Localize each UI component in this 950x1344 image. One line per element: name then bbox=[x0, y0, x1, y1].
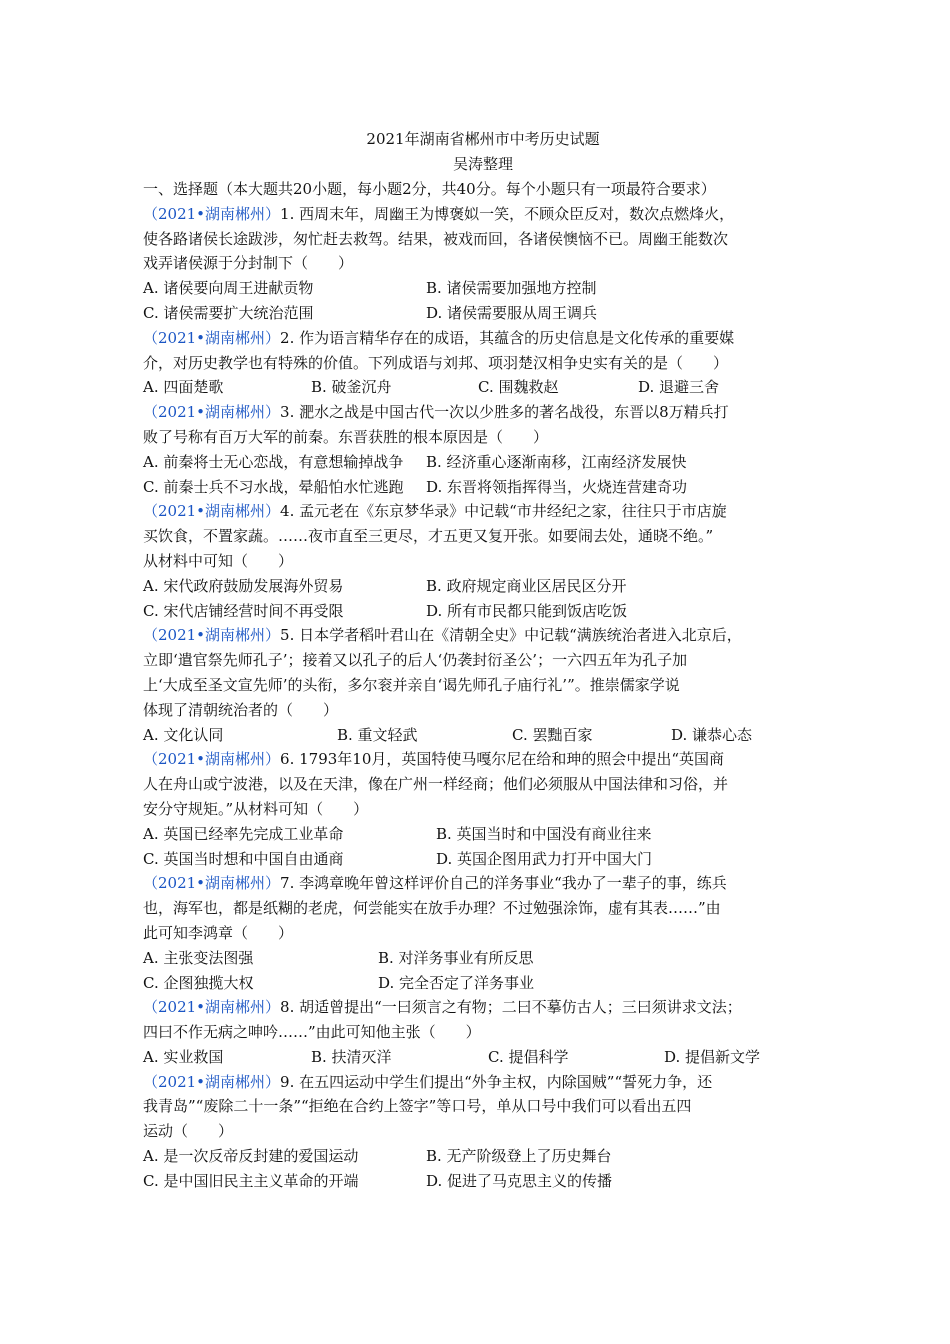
answer-option: D. 英国企图用武力打开中国大门 bbox=[436, 849, 653, 868]
answer-option: C. 围魏救赵 bbox=[478, 378, 559, 397]
question-text: 介，对历史教学也有特殊的价值。下列成语与刘邦、项羽楚汉相争史实有关的是（ ） bbox=[143, 353, 729, 372]
answer-option: B. 经济重心逐渐南移，江南经济发展快 bbox=[426, 452, 687, 471]
answer-option: D. 完全否定了洋务事业 bbox=[378, 973, 535, 992]
question-text: 我青岛”“废除二十一条”“拒绝在合约上签字”等口号，单从口号中我们可以看出五四 bbox=[143, 1097, 692, 1116]
question-text: 2. 作为语言精华存在的成语，其蕴含的历史信息是文化传承的重要媒 bbox=[280, 328, 735, 347]
answer-option: D. 所有市民都只能到饭店吃饭 bbox=[426, 601, 628, 620]
question-line bbox=[143, 772, 823, 797]
answer-option: A. 前秦将士无心恋战，有意想输掉战争 bbox=[143, 452, 404, 471]
option-row bbox=[143, 574, 823, 599]
answer-option: B. 诸侯需要加强地方控制 bbox=[426, 279, 597, 298]
answer-option: B. 重文轻武 bbox=[337, 725, 418, 744]
answer-option: C. 提倡科学 bbox=[488, 1047, 569, 1066]
question-line bbox=[143, 351, 823, 376]
option-row bbox=[143, 822, 823, 847]
answer-option: A. 诸侯要向周王进献贡物 bbox=[143, 279, 314, 298]
option-row bbox=[143, 723, 823, 748]
question-line bbox=[143, 797, 823, 822]
option-row bbox=[143, 847, 823, 872]
question-text: 9. 在五四运动中学生们提出“外争主权，内除国贼”“誓死力争，还 bbox=[280, 1072, 713, 1091]
source-tag: （2021•湖南郴州） bbox=[143, 204, 281, 223]
question-text: 也，海军也，都是纸糊的老虎，何尝能实在放手办理？不过勉强涂饰，虚有其表……”由 bbox=[143, 899, 721, 918]
answer-option: D. 提倡新文学 bbox=[664, 1047, 761, 1066]
source-tag: （2021•湖南郴州） bbox=[143, 750, 281, 769]
answer-option: B. 无产阶级登上了历史舞台 bbox=[426, 1147, 612, 1166]
question-line bbox=[143, 921, 823, 946]
option-row bbox=[143, 1144, 823, 1169]
question-text: 6. 1793年10月，英国特使马嘎尔尼在给和珅的照会中提出“英国商 bbox=[280, 750, 725, 769]
question-line bbox=[143, 747, 823, 772]
question-line bbox=[143, 1119, 823, 1144]
answer-option: A. 宋代政府鼓励发展海外贸易 bbox=[143, 576, 344, 595]
option-row bbox=[143, 1045, 823, 1070]
answer-option: C. 前秦士兵不习水战，晕船怕水忙逃跑 bbox=[143, 477, 404, 496]
answer-option: B. 英国当时和中国没有商业往来 bbox=[436, 824, 652, 843]
answer-option: D. 东晋将领指挥得当，火烧连营建奇功 bbox=[426, 477, 688, 496]
section-heading: 一、选择题（本大题共20小题，每小题2分，共40分。每个小题只有一项最符合要求） bbox=[143, 180, 716, 198]
question-1 bbox=[143, 202, 823, 326]
question-text: 从材料中可知（ ） bbox=[143, 551, 294, 570]
question-text: 买饮食，不置家蔬。……夜市直至三更尽，才五更又复开张。如要闹去处，通晓不绝。” bbox=[143, 527, 714, 546]
answer-option: B. 政府规定商业区居民区分开 bbox=[426, 576, 627, 595]
question-8 bbox=[143, 995, 823, 1069]
question-9 bbox=[143, 1070, 823, 1194]
option-row bbox=[143, 599, 823, 624]
question-line bbox=[143, 995, 823, 1020]
question-4 bbox=[143, 499, 823, 623]
answer-option: A. 四面楚歌 bbox=[143, 378, 224, 397]
answer-option: C. 宋代店铺经营时间不再受限 bbox=[143, 601, 344, 620]
answer-option: A. 文化认同 bbox=[143, 725, 224, 744]
question-3 bbox=[143, 400, 823, 499]
question-text: 1. 西周末年，周幽王为博褒姒一笑，不顾众臣反对，数次点燃烽火， bbox=[280, 204, 735, 223]
question-text: 此可知李鸿章（ ） bbox=[143, 923, 294, 942]
question-line bbox=[143, 1020, 823, 1045]
answer-option: D. 谦恭心态 bbox=[671, 725, 753, 744]
question-text: 败了号称有百万大军的前秦。东晋获胜的根本原因是（ ） bbox=[143, 427, 549, 446]
question-line bbox=[143, 202, 823, 227]
answer-option: D. 诸侯需要服从周王调兵 bbox=[426, 303, 598, 322]
question-line bbox=[143, 425, 823, 450]
question-line bbox=[143, 673, 823, 698]
answer-option: C. 英国当时想和中国自由通商 bbox=[143, 849, 344, 868]
option-row bbox=[143, 450, 823, 475]
question-text: 戏弄诸侯源于分封制下（ ） bbox=[143, 254, 354, 273]
question-text: 8. 胡适曾提出“一曰须言之有物；二曰不摹仿古人；三曰须讲求文法； bbox=[280, 998, 742, 1017]
exam-page bbox=[143, 127, 823, 1194]
source-tag: （2021•湖南郴州） bbox=[143, 998, 281, 1017]
question-text: 安分守规矩。”从材料可知（ ） bbox=[143, 799, 369, 818]
question-line bbox=[143, 251, 823, 276]
question-line bbox=[143, 623, 823, 648]
question-text: 上‘大成至圣文宣先师’的头衔，多尔衮并亲自‘谒先师孔子庙行礼’”。推崇儒家学说 bbox=[143, 675, 680, 694]
question-line bbox=[143, 499, 823, 524]
answer-option: C. 诸侯需要扩大统治范围 bbox=[143, 303, 314, 322]
answer-option: B. 破釜沉舟 bbox=[311, 378, 392, 397]
question-list bbox=[143, 202, 823, 1194]
option-row bbox=[143, 301, 823, 326]
question-line bbox=[143, 549, 823, 574]
page-title: 2021年湖南省郴州市中考历史试题 bbox=[366, 130, 600, 148]
question-text: 7. 李鸿章晚年曾这样评价自己的洋务事业“我办了一辈子的事，练兵 bbox=[280, 874, 727, 893]
question-line bbox=[143, 698, 823, 723]
question-line bbox=[143, 1094, 823, 1119]
option-row bbox=[143, 946, 823, 971]
source-tag: （2021•湖南郴州） bbox=[143, 502, 281, 521]
question-line bbox=[143, 871, 823, 896]
source-tag: （2021•湖南郴州） bbox=[143, 328, 281, 347]
question-text: 4. 孟元老在《东京梦华录》中记载“市井经纪之家，往往只于市店旋 bbox=[280, 502, 727, 521]
option-row bbox=[143, 375, 823, 400]
answer-option: A. 是一次反帝反封建的爱国运动 bbox=[143, 1147, 359, 1166]
option-row bbox=[143, 971, 823, 996]
question-line bbox=[143, 648, 823, 673]
question-text: 5. 日本学者稻叶君山在《清朝全史》中记载“满族统治者进入北京后， bbox=[280, 626, 742, 645]
option-row bbox=[143, 1169, 823, 1194]
answer-option: C. 罢黜百家 bbox=[512, 725, 593, 744]
answer-option: A. 实业救国 bbox=[143, 1047, 224, 1066]
question-line bbox=[143, 400, 823, 425]
question-text: 3. 淝水之战是中国古代一次以少胜多的著名战役，东晋以8万精兵打 bbox=[280, 403, 729, 422]
question-text: 四曰不作无病之呻吟……”由此可知他主张（ ） bbox=[143, 1023, 481, 1042]
source-tag: （2021•湖南郴州） bbox=[143, 874, 281, 893]
question-5 bbox=[143, 623, 823, 747]
question-line bbox=[143, 326, 823, 351]
question-line bbox=[143, 896, 823, 921]
answer-option: D. 退避三舍 bbox=[638, 378, 720, 397]
answer-option: C. 企图独揽大权 bbox=[143, 973, 254, 992]
question-line bbox=[143, 1070, 823, 1095]
source-tag: （2021•湖南郴州） bbox=[143, 626, 281, 645]
answer-option: C. 是中国旧民主主义革命的开端 bbox=[143, 1171, 359, 1190]
option-row bbox=[143, 276, 823, 301]
answer-option: B. 对洋务事业有所反思 bbox=[378, 948, 534, 967]
question-6 bbox=[143, 747, 823, 871]
question-line bbox=[143, 227, 823, 252]
source-tag: （2021•湖南郴州） bbox=[143, 1072, 281, 1091]
answer-option: A. 英国已经率先完成工业革命 bbox=[143, 824, 344, 843]
question-7 bbox=[143, 871, 823, 995]
answer-option: B. 扶清灭洋 bbox=[311, 1047, 392, 1066]
question-text: 使各路诸侯长途跋涉，匆忙赶去救驾。结果，被戏而回，各诸侯懊恼不已。周幽王能数次 bbox=[143, 229, 729, 248]
author-line: 吴涛整理 bbox=[452, 155, 513, 173]
question-text: 运动（ ） bbox=[143, 1122, 234, 1141]
question-text: 人在舟山或宁波港，以及在天津，像在广州一样经商；他们必须服从中国法律和习俗，并 bbox=[143, 775, 729, 794]
question-2 bbox=[143, 326, 823, 400]
option-row bbox=[143, 475, 823, 500]
source-tag: （2021•湖南郴州） bbox=[143, 403, 281, 422]
answer-option: D. 促进了马克思主义的传播 bbox=[426, 1171, 613, 1190]
question-text: 立即‘遣官祭先师孔子’；接着又以孔子的后人‘仍袭封衍圣公’；一六四五年为孔子加 bbox=[143, 651, 688, 670]
question-text: 体现了清朝统治者的（ ） bbox=[143, 700, 339, 719]
answer-option: A. 主张变法图强 bbox=[143, 948, 254, 967]
question-line bbox=[143, 524, 823, 549]
